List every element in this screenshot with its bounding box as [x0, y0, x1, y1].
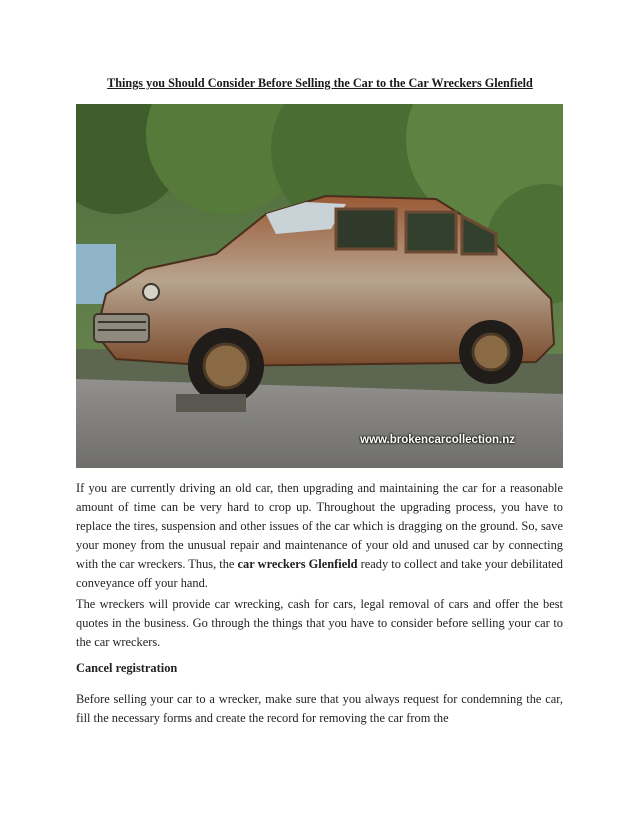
page-title: Things you Should Consider Before Selling the Car to the Car Wreckers Glenfield	[107, 76, 533, 90]
car-illustration	[76, 104, 563, 468]
intro-text-start: If you are currently driving an old car, then upgrading and maintaining the car for a reasonable amount of time can be very hard to crop up. Throughout the upgrading process, you have to replace the tires, suspension and other issues of the car which is dragging on the ground. So, save your money from the unusual repair and maintenance of your old and unused car by connecting with the car wreckers. Thus, the	[76, 481, 563, 571]
heading-cancel-registration: Cancel registration	[76, 661, 178, 675]
rusty-car-photo	[76, 104, 563, 468]
image-watermark: www.brokencarcollection.nz	[360, 434, 515, 446]
paragraph-wreckers: The wreckers will provide car wrecking, cash for cars, legal removal of cars and offer the best quotes in the business. Go through the things that you have to consider before selling your car to the car wreckers.	[76, 597, 563, 649]
keyword-car-wreckers-glenfield: car wreckers Glenfield	[237, 557, 358, 571]
intro-text-end: ready to collect and take your debilitated conveyance off your hand.	[76, 557, 564, 590]
paragraph-cancel-registration: Before selling your car to a wrecker, make sure that you always request for condemning the car, fill the necessary forms and create the record for removing the car from the	[76, 692, 563, 725]
paragraph-intro	[76, 479, 563, 593]
